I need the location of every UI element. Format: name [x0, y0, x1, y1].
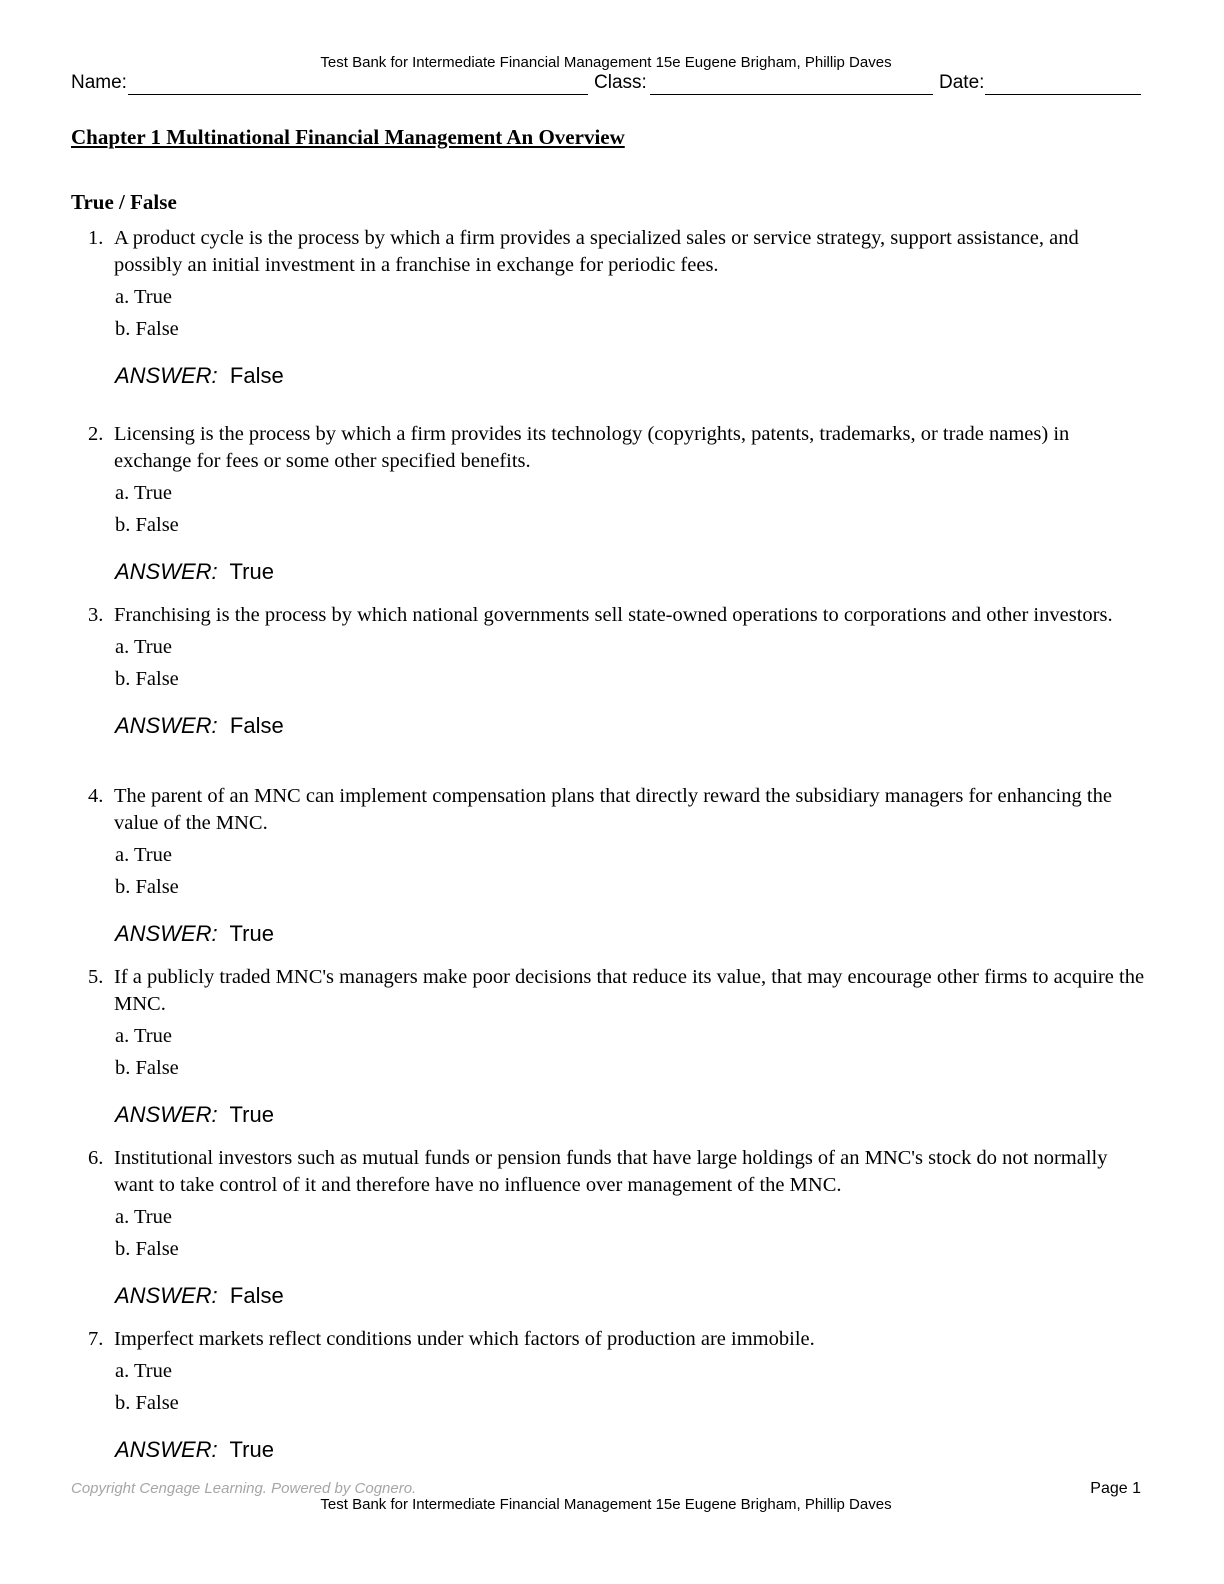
- question-3: [88, 602, 1148, 739]
- question-text: If a publicly traded MNC's managers make poor decisions that reduce its value, that may encourage other firms to acquire the MNC.: [114, 966, 1145, 1015]
- option-true[interactable]: a. True: [115, 482, 172, 504]
- footer-copyright: Copyright Cengage Learning. Powered by Cognero.: [71, 1480, 417, 1497]
- answer-line: [88, 559, 1148, 585]
- answer-value: False: [229, 363, 284, 388]
- question-2: [88, 421, 1148, 585]
- answer-label: ANSWER:: [115, 713, 218, 738]
- option-false[interactable]: b. False: [115, 1238, 179, 1260]
- option-false[interactable]: b. False: [115, 1057, 179, 1079]
- answer-label: ANSWER:: [115, 1437, 218, 1462]
- question-number: 2.: [88, 423, 104, 445]
- answer-value: False: [229, 713, 284, 738]
- question-6: [88, 1145, 1148, 1309]
- name-label: Name:: [71, 72, 127, 93]
- question-number: 3.: [88, 604, 104, 626]
- option-true[interactable]: a. True: [115, 844, 172, 866]
- chapter-title: Chapter 1 Multinational Financial Management An Overview: [71, 125, 625, 149]
- bottom-banner: Test Bank for Intermediate Financial Management 15e Eugene Brigham, Phillip Daves: [320, 1496, 892, 1513]
- question-number: 7.: [88, 1328, 104, 1350]
- header-fields: [71, 72, 1141, 98]
- question-number: 6.: [88, 1147, 104, 1169]
- answer-label: ANSWER:: [115, 921, 218, 946]
- answer-value: True: [229, 921, 274, 946]
- answer-line: [88, 1437, 1148, 1463]
- section-title: True / False: [71, 190, 177, 214]
- answer-label: ANSWER:: [115, 363, 218, 388]
- date-label: Date:: [939, 72, 985, 93]
- class-blank-line[interactable]: [650, 94, 933, 95]
- question-number: 5.: [88, 966, 104, 988]
- question-7: [88, 1326, 1148, 1463]
- date-blank-line[interactable]: [985, 94, 1141, 95]
- option-false[interactable]: b. False: [115, 1392, 179, 1414]
- answer-label: ANSWER:: [115, 559, 218, 584]
- answer-line: [88, 1283, 1148, 1309]
- answer-line: [88, 713, 1148, 739]
- option-true[interactable]: a. True: [115, 1206, 172, 1228]
- answer-value: True: [229, 559, 274, 584]
- answer-line: [88, 363, 1148, 389]
- page-number: Page 1: [1090, 1480, 1141, 1497]
- answer-value: True: [229, 1102, 274, 1127]
- answer-label: ANSWER:: [115, 1283, 218, 1308]
- option-false[interactable]: b. False: [115, 668, 179, 690]
- question-text: Institutional investors such as mutual funds or pension funds that have large holdings of an MNC's stock do not normally want to take control of it and therefore have no influence over management of the MNC.: [114, 1147, 1108, 1196]
- option-false[interactable]: b. False: [115, 514, 179, 536]
- question-text: A product cycle is the process by which a firm provides a specialized sales or service strategy, support assistance, and possibly an initial investment in a franchise in exchange for periodic fees.: [114, 227, 1079, 276]
- option-true[interactable]: a. True: [115, 286, 172, 308]
- question-number: 1.: [88, 227, 104, 249]
- question-text: Imperfect markets reflect conditions under which factors of production are immobile.: [114, 1328, 815, 1350]
- question-number: 4.: [88, 785, 104, 807]
- answer-line: [88, 1102, 1148, 1128]
- question-text: The parent of an MNC can implement compensation plans that directly reward the subsidiary managers for enhancing the value of the MNC.: [114, 785, 1112, 834]
- question-4: [88, 783, 1148, 947]
- option-false[interactable]: b. False: [115, 318, 179, 340]
- class-label: Class:: [594, 72, 647, 93]
- answer-label: ANSWER:: [115, 1102, 218, 1127]
- option-false[interactable]: b. False: [115, 876, 179, 898]
- answer-value: True: [229, 1437, 274, 1462]
- question-5: [88, 964, 1148, 1128]
- option-true[interactable]: a. True: [115, 636, 172, 658]
- answer-line: [88, 921, 1148, 947]
- question-text: Licensing is the process by which a firm provides its technology (copyrights, patents, trademarks, or trade names) in exchange for fees or some other specified benefits.: [114, 423, 1070, 472]
- question-text: Franchising is the process by which national governments sell state-owned operations to corporations and other investors.: [114, 604, 1113, 626]
- answer-value: False: [229, 1283, 284, 1308]
- option-true[interactable]: a. True: [115, 1025, 172, 1047]
- question-1: [88, 225, 1148, 389]
- option-true[interactable]: a. True: [115, 1360, 172, 1382]
- name-blank-line[interactable]: [128, 94, 588, 95]
- top-banner: Test Bank for Intermediate Financial Management 15e Eugene Brigham, Phillip Daves: [320, 54, 892, 71]
